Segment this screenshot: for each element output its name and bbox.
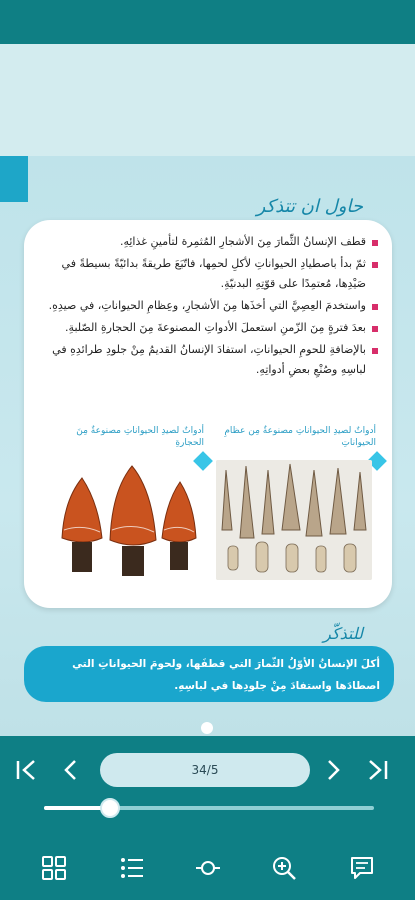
- slider-thumb[interactable]: [100, 798, 120, 818]
- stone-arrowheads-image: [54, 460, 199, 580]
- remember-box: [24, 646, 394, 702]
- page-tab-marker: [0, 156, 28, 202]
- section-title: حاول ان تتذكر: [256, 196, 363, 217]
- chevron-left-icon[interactable]: [56, 758, 86, 782]
- header-band: [0, 44, 415, 156]
- page-slider[interactable]: [44, 806, 374, 810]
- arrowhead: [62, 466, 196, 545]
- page-indicator[interactable]: 34/5: [100, 753, 310, 787]
- bullet-item: بعدَ فترةٍ مِنَ الزّمنِ استعملَ الأدواتِ المصنوعةَ مِنَ الحجارةِ الصّلبةِ.: [38, 318, 378, 338]
- bone-arrowheads-image: [216, 460, 372, 580]
- zoom-in-icon[interactable]: [270, 854, 298, 882]
- bullet-item: ثمّ بدأ باصطيادِ الحيواناتِ لأكلِ لحمِها، فاتّبَعَ طريقةً بدائيّةً بسيطةً في صَيْدِها، مُعتمِدًا على قوّتِهِ البدنيّةِ.: [38, 254, 378, 294]
- bullet-item: واستخدمَ العِصِيَّ التي أخذَها مِنَ الأشجارِ، وعِظامِ الحيواناتِ، في صيدِهِ.: [38, 296, 378, 316]
- rotate-icon[interactable]: [194, 854, 222, 882]
- hafts: [72, 542, 188, 576]
- book-page: [0, 156, 415, 736]
- bullet-item: قطف الإنسانُ الثِّمارَ مِنَ الأشجارِ المُثمِرة لتأمينِ غذائِهِ.: [38, 232, 378, 252]
- bullet-list: [38, 232, 378, 382]
- remember-text: أكلَ الإنسانُ الأوّلُ الثّمارَ التي قطفَها، ولحومَ الحيواناتِ التي اصطادَها واستفادَ مِنْ جلودِها في لباسِهِ.: [72, 658, 380, 692]
- caption-stone-tools: أدواتٌ لصيدِ الحيواناتِ مصنوعةٌ مِنَ الحجارةِ: [76, 426, 204, 448]
- app-header-bar: [0, 0, 415, 44]
- comment-icon[interactable]: [348, 854, 376, 882]
- list-icon[interactable]: [118, 854, 146, 882]
- navigation-panel: [0, 736, 415, 900]
- grid-icon[interactable]: [40, 854, 68, 882]
- caption-bone-tools: أدواتٌ لصيدِ الحيواناتِ مصنوعةٌ مِن عظامِ الحيواناتِ: [224, 426, 376, 448]
- chevron-right-icon[interactable]: [318, 758, 348, 782]
- last-page-icon[interactable]: [362, 758, 392, 782]
- content-card: [24, 220, 392, 608]
- first-page-icon[interactable]: [12, 758, 42, 782]
- bullet-item: بالإضافةِ للحومِ الحيواناتِ، استفادَ الإنسانُ القديمُ مِنْ جلودِ طرائدِهِ في لباسِهِ وصُنْعِ بعضِ أدواتِهِ.: [38, 340, 378, 380]
- remember-label: للتذكّر: [323, 624, 363, 643]
- page-handle[interactable]: [201, 722, 213, 734]
